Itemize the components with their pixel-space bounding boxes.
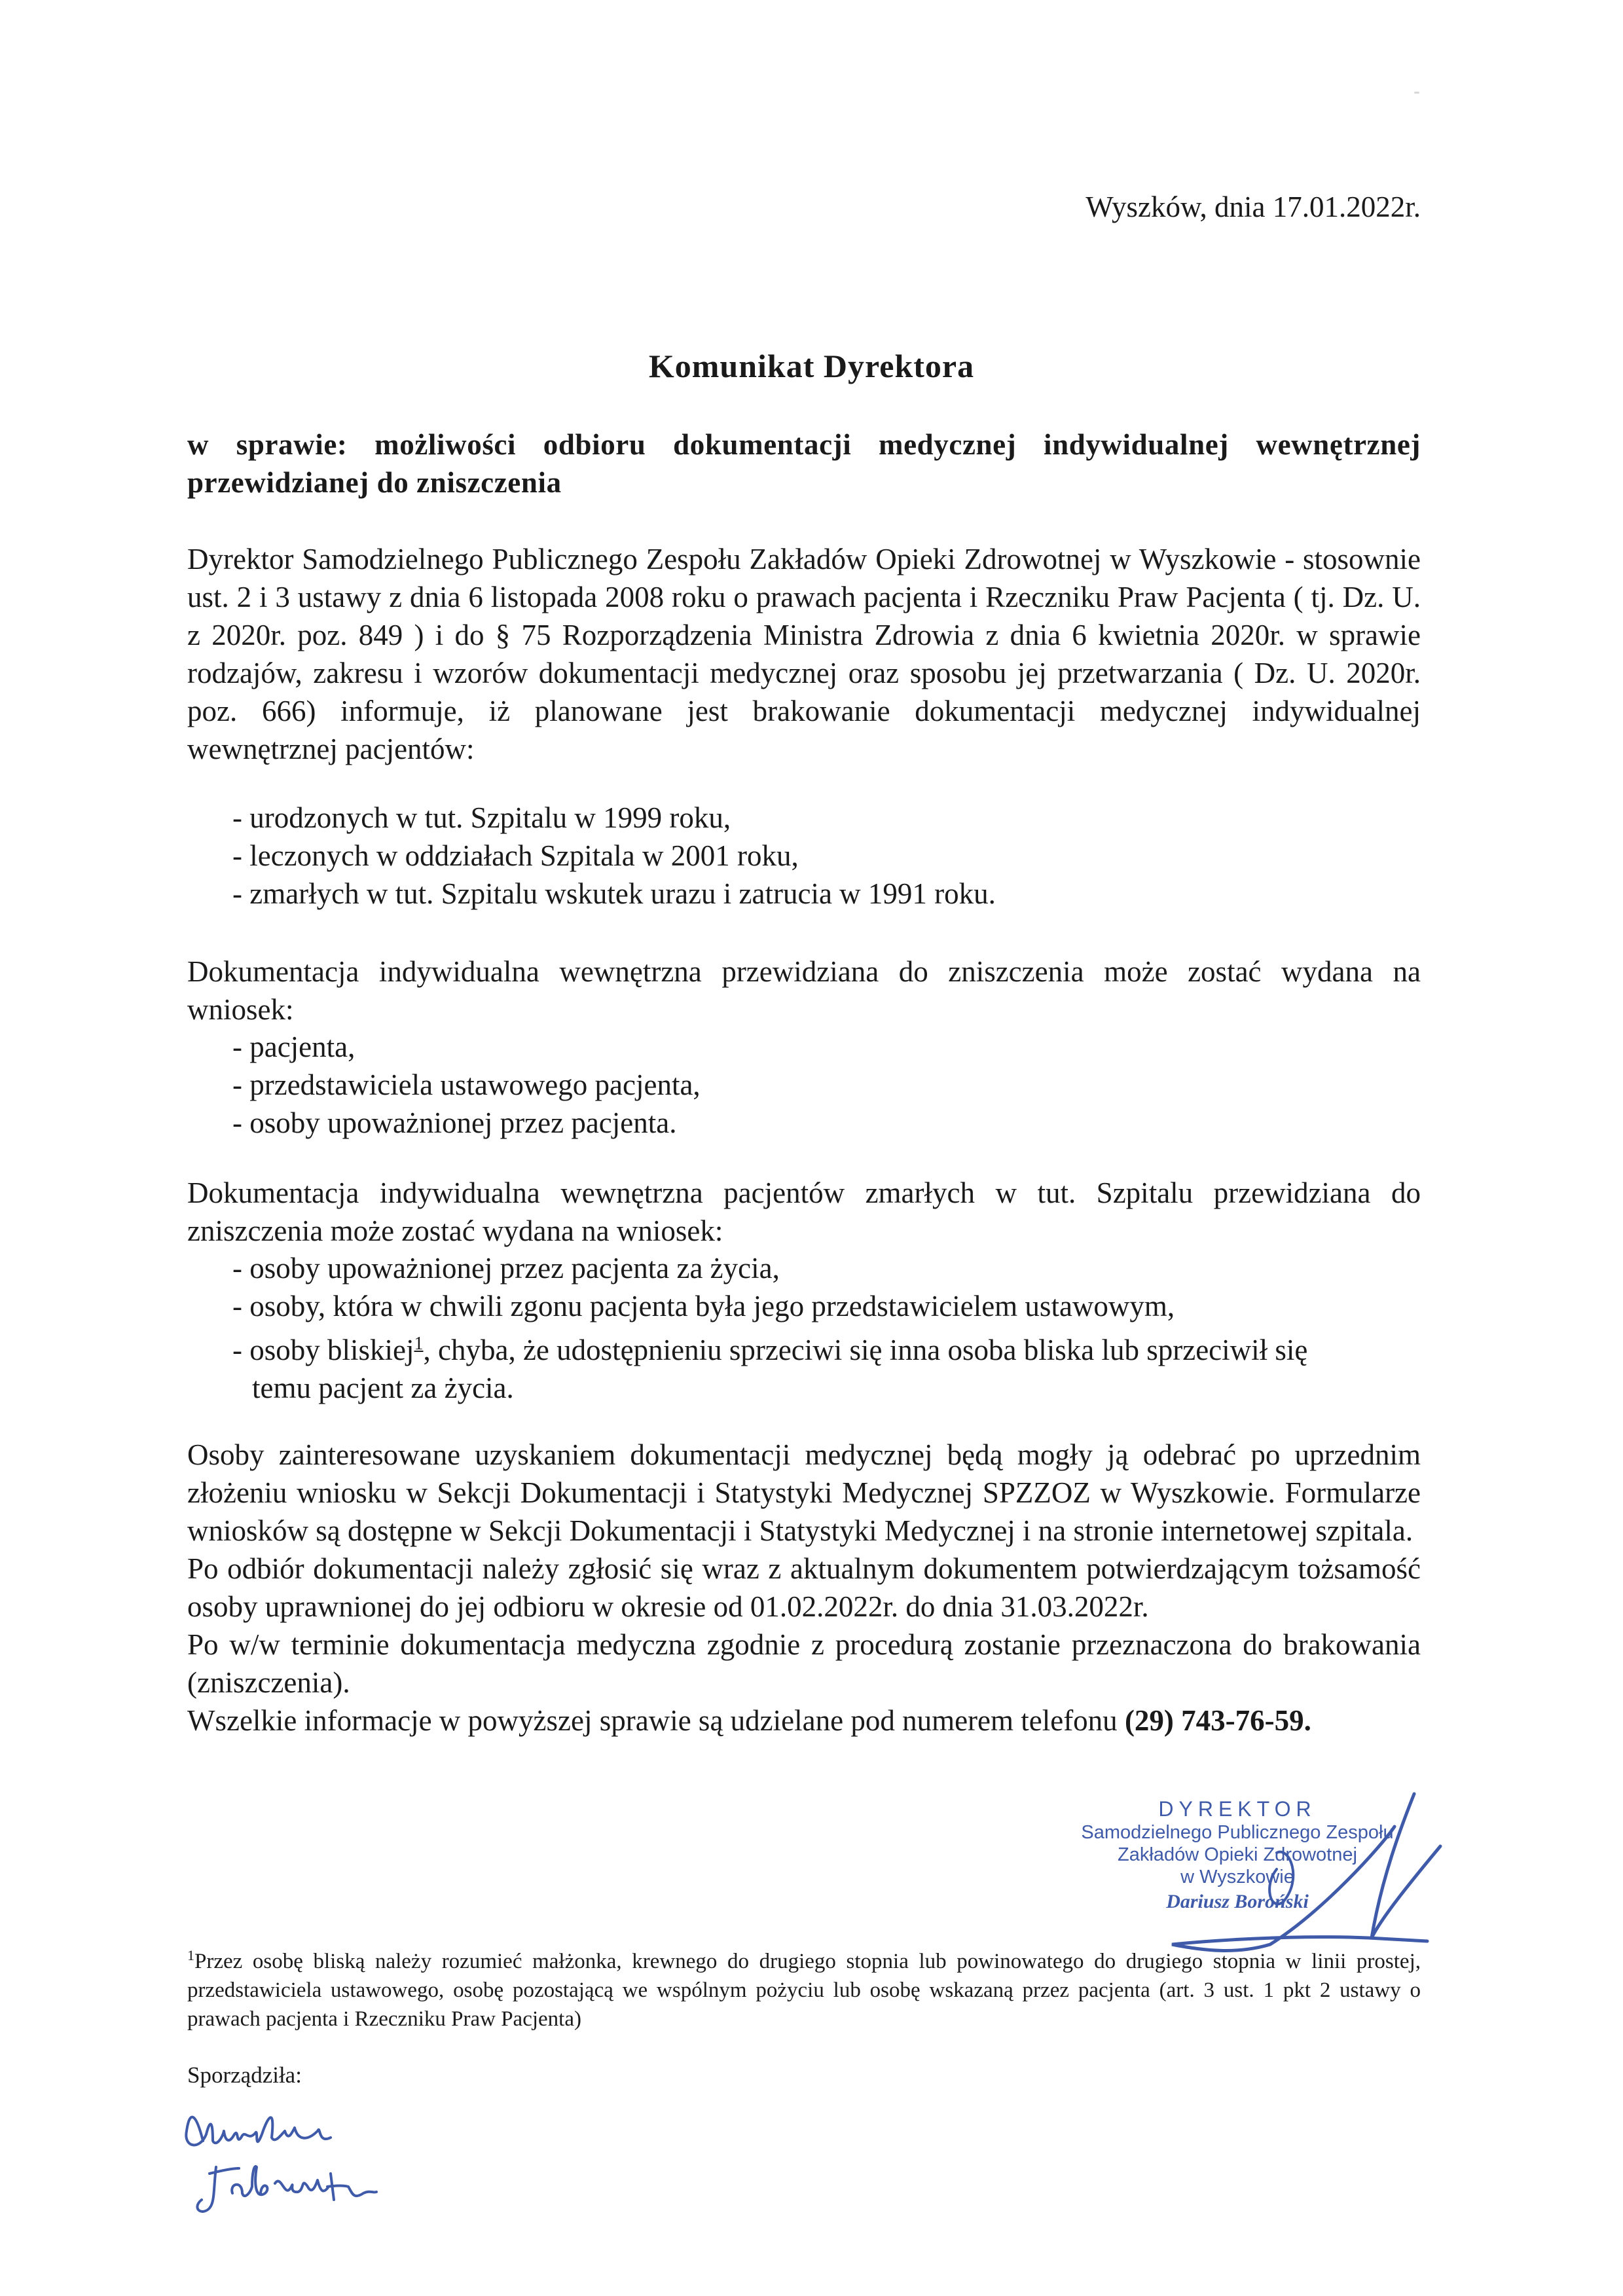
- scan-smudge: [1414, 92, 1419, 94]
- stamp-name: Dariusz Boroński: [1166, 1891, 1309, 1912]
- footnote: [187, 1941, 1421, 2033]
- pickup-paragraph: Osoby zainteresowane uzyskaniem dokumentacji medycznej będą mogły ją odebrać po uprzednim złożeniu wniosku w Sekcji Dokumentacji i Statystyki Medycznej SPZZOZ w Wyszkowie. Formularze wniosków są dostępne w Sekcji Dokumentacji i Statystyki Medycznej i na stronie internetowej szpitala.: [187, 1438, 1421, 1547]
- intro-paragraph: Dyrektor Samodzielnego Publicznego Zespołu Zakładów Opieki Zdrowotnej w Wyszkowie - stosownie ust. 2 i 3 ustawy z dnia 6 listopada 2008 roku o prawach pacjenta i Rzeczniku Praw Pacjenta ( tj. Dz. U. z 2020r. poz. 849 ) i do § 75 Rozporządzenia Ministra Zdrowia z dnia 6 kwietnia 2020r. w sprawie rodzajów, zakresu i wzorów dokumentacji medycznej oraz sposobu jej przetwarzania ( Dz. U. 2020r. poz. 666) informuje, iż planowane jest brakowanie dokumentacji medycznej indywidualnej wewnętrznej pacjentów:: [187, 543, 1421, 765]
- retention-paragraph: Po w/w terminie dokumentacja medyczna zgodnie z procedurą zostanie przeznaczona do brakowania (zniszczenia).: [187, 1628, 1421, 1699]
- footnote-marker: 1: [187, 1947, 194, 1963]
- document-subject: w sprawie: możliwości odbioru dokumentacji medycznej indywidualnej wewnętrznej przewidzianej do zniszczenia: [187, 428, 1421, 499]
- list-item: - osoby, która w chwili zgonu pacjenta była jego przedstawicielem ustawowym,: [232, 1290, 1175, 1322]
- living-paragraph: Dokumentacja indywidualna wewnętrzna przewidziana do zniszczenia może zostać wydana na wniosek:: [187, 955, 1421, 1026]
- pickup-section: [187, 1436, 1421, 1740]
- deceased-list: [232, 1249, 1307, 1407]
- prepared-by-label: Sporządziła:: [187, 2062, 302, 2088]
- stamp-line: Zakładów Opieki Zdrowotnej: [1118, 1844, 1357, 1865]
- phone-number: (29) 743-76-59.: [1124, 1704, 1311, 1737]
- stamp-line: Samodzielnego Publicznego Zespołu: [1081, 1822, 1394, 1843]
- director-signature: [1074, 1787, 1467, 1958]
- preparer-signature: [177, 2095, 393, 2219]
- living-list: [232, 1028, 701, 1142]
- stamp-line: w Wyszkowie: [1180, 1867, 1294, 1887]
- list-item: - urodzonych w tut. Szpitalu w 1999 roku,: [232, 801, 731, 834]
- list-item: - leczonych w oddziałach Szpitala w 2001 roku,: [232, 839, 799, 872]
- intro-list: [232, 799, 996, 913]
- list-item: [232, 1325, 1307, 1369]
- list-item-text: , chyba, że udostępnieniu sprzeciwi się inna osoba bliska lub sprzeciwił się: [423, 1334, 1308, 1366]
- list-item: - pacjenta,: [232, 1030, 356, 1063]
- stamp-title: DYREKTOR: [1158, 1797, 1317, 1821]
- document-date: Wyszków, dnia 17.01.2022r.: [1085, 191, 1421, 223]
- contact-paragraph: [187, 1702, 1421, 1740]
- deceased-paragraph: Dokumentacja indywidualna wewnętrzna pacjentów zmarłych w tut. Szpitalu przewidziana do zniszczenia może zostać wydana na wniosek:: [187, 1176, 1421, 1247]
- list-item: - osoby upoważnionej przez pacjenta za życia,: [232, 1252, 780, 1285]
- list-item-continuation: temu pacjent za życia.: [252, 1372, 514, 1404]
- list-item-text: - osoby bliskiej: [232, 1334, 414, 1366]
- footnote-text: Przez osobę bliską należy rozumieć małżonka, krewnego do drugiego stopnia lub powinowatego do drugiego stopnia w linii prostej, przedstawiciela ustawowego, osobę pozostającą we wspólnym pożyciu lub osobę wskazaną przez pacjenta (art. 3 ust. 1 pkt 2 ustawy o prawach pacjenta i Rzeczniku Praw Pacjenta): [187, 1950, 1421, 2031]
- contact-text: Wszelkie informacje w powyższej sprawie są udzielane pod numerem telefonu: [187, 1704, 1118, 1737]
- pickup-period-paragraph: Po odbiór dokumentacji należy zgłosić się wraz z aktualnym dokumentem potwierdzającym tożsamość osoby uprawnionej do jej odbioru w okresie od 01.02.2022r. do dnia 31.03.2022r.: [187, 1552, 1421, 1623]
- footnote-reference: 1: [414, 1334, 424, 1354]
- document-title: Komunikat Dyrektora: [648, 348, 975, 384]
- list-item: - osoby upoważnionej przez pacjenta.: [232, 1106, 677, 1139]
- list-item: - przedstawiciela ustawowego pacjenta,: [232, 1068, 701, 1101]
- list-item: - zmarłych w tut. Szpitalu wskutek urazu i zatrucia w 1991 roku.: [232, 877, 996, 910]
